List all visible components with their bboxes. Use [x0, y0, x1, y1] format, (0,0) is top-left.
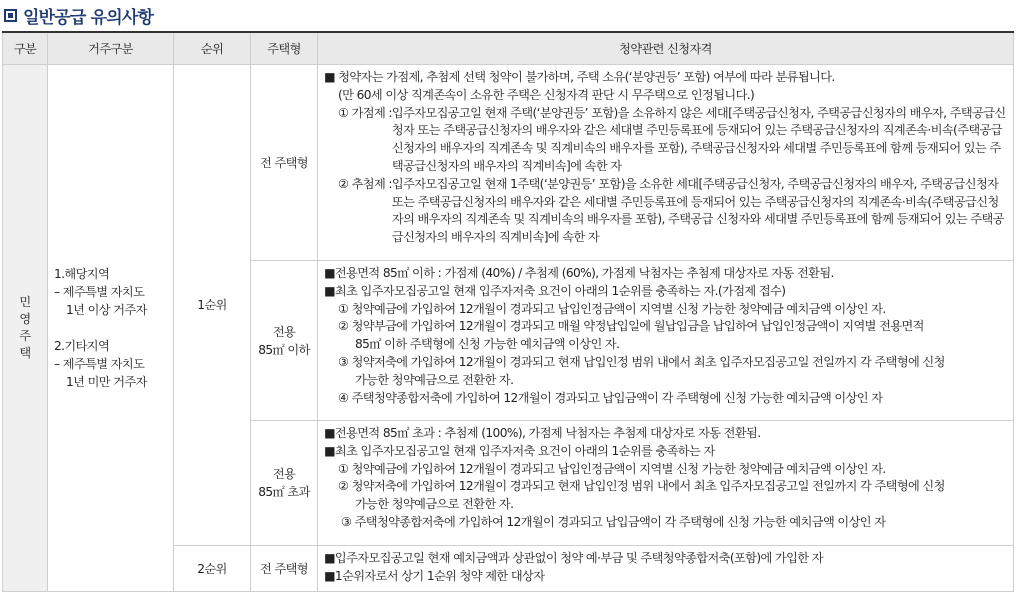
section-title-text: 일반공급 유의사항	[23, 7, 154, 28]
header-housing-type: 주택형	[251, 32, 318, 65]
rank1-cell: 1순위	[174, 65, 251, 546]
section-title	[4, 3, 153, 27]
qualification-small-cell: ■전용면적 85㎡ 이하 : 가점제 (40%) / 추첨제 (60%), 가점제 낙첨자는 추첨제 대상자로 자동 전환됨. ■최초 입주자모집공고일 현재 입주자저축 요건이 아래의 1순위를 충족하는 자.(가점제 접수) ① 청약예금에 가입하여 12개월이 경과되고 납입인정금액이 지역별 신청 가능한 청약예금 예치금액 이상인 자. ② 청약부금에 가입하여 12개월이 경과되고 매월 약정납입일에 월납입금을 납입하여 납입인정금액이 지역별 전용면적 85㎡ 이하 주택형에 신청 가능한 예치금액 이상인 자. ③ 청약저축에 가입하여 12개월이 경과되고 현재 납입인정 범위 내에서 최초 입주자모집공고일 전일까지 각 주택형에 신청 가능한 청약예금으로 전환한 자. ④ 주택청약종합저축에 가입하여 12개월이 경과되고 납입금액이 각 주택형에 신청 가능한 예치금액 이상인 자	[318, 261, 1014, 421]
table-row	[3, 65, 1014, 261]
point-system-item: ① 가점제 : 입주자모집공고일 현재 주택(‘분양권등’ 포함)을 소유하지 않은 세대[주택공급신청자, 주택공급신청자의 배우자, 주택공급신청자 또는 주택공급신청자의 배우자와 같은 세대별 주민등록표에 등재되어 있는 주택공급신청자의 직계존속·비속(주택공급신청자의 배우자의 직계존속 및 직계비속의 배우자를 포함), 주택공급신청자와 세대별 주민등록표에 함께 등재되어 있는 주택공급신청자의 배우자의 직계비속]에 속한 자	[338, 105, 1006, 173]
category-cell: 민 영 주 택	[3, 65, 48, 592]
residence-cell: 1.해당지역 – 제주특별 자치도 1년 이상 거주자 2.기타지역 – 제주특별 자치도 1년 미만 거주자	[48, 65, 174, 592]
eligibility-table	[2, 31, 1014, 592]
type-rank2-cell: 전 주택형	[251, 546, 318, 592]
table-header-row	[3, 32, 1014, 65]
qualification-large-cell: ■전용면적 85㎡ 초과 : 추첨제 (100%), 가점제 낙첨자는 추첨제 대상자로 자동 전환됨. ■최초 입주자모집공고일 현재 입주자저축 요건이 아래의 1순위를 충족하는 자 ① 청약예금에 가입하여 12개월이 경과되고 납입인정금액이 지역별 신청 가능한 청약예금 예치금액 이상인 자. ② 청약저축에 가입하여 12개월이 경과되고 현재 납입인정 범위 내에서 최초 입주자모집공고일 전일까지 각 주택형에 신청 가능한 청약예금으로 전환한 자. ③ 주택청약종합저축에 가입하여 12개월이 경과되고 납입금액이 각 주택형에 신청 가능한 예치금액 이상인 자	[318, 421, 1014, 546]
square-bullet-icon	[4, 9, 17, 22]
rank2-cell: 2순위	[174, 546, 251, 592]
qualification-rank2-cell: ■입주자모집공고일 현재 예치금액과 상관없이 청약 예·부금 및 주택청약종합저축(포함)에 가입한 자 ■1순위자로서 상기 1순위 청약 제한 대상자	[318, 546, 1014, 592]
header-qualification: 청약관련 신청자격	[318, 32, 1014, 65]
type-all-cell: 전 주택형	[251, 65, 318, 261]
lottery-system-item: ② 추첨제 : 입주자모집공고일 현재 1주택(‘분양권등’ 포함)을 소유한 세대[주택공급신청자, 주택공급신청자의 배우자, 주택공급신청자 또는 주택공급신청자의 배우자와 같은 세대별 주민등록표에 등재되어 있는 주택공급신청자의 직계존속·비속(주택공급신청자의 배우자의 직계존속 및 직계비속의 배우자를 포함), 주택공급 신청자와 세대별 주민등록표에 함께 등재되어 있는 주택공급신청자의 배우자의 직계비속]에 속한 자	[338, 176, 1004, 245]
type-large-cell: 전용 85㎡ 초과	[251, 421, 318, 546]
header-rank: 순위	[174, 32, 251, 65]
header-category: 구분	[3, 32, 48, 65]
type-small-cell: 전용 85㎡ 이하	[251, 261, 318, 421]
qualification-all-cell: ■ 청약자는 가점제, 추첨제 선택 청약이 불가하며, 주택 소유(‘분양권등’ 포함) 여부에 따라 분류됩니다. (만 60세 이상 직계존속이 소유한 주택은 신청자격 판단 시 무주택으로 인정됩니다.) ① 가점제 : 입주자모집공고일 현재 주택(‘분양권등’ 포함)을 소유하지 않은 세대[주택공급신청자, 주택공급신청자의 배우자, 주택공급신청자 또는 주택공급신청자의 배우자와 같은 세대별 주민등록표에 등재되어 있는 주택공급신청자의 직계존속·비속(주택공급신청자의 배우자의 직계존속 및 직계비속의 배우자를 포함), 주택공급신청자와 세대별 주민등록표에 함께 등재되어 있는 주택공급신청자의 배우자의 직계비속]에 속한 자 ② 추첨제 : 입주자모집공고일 현재 1주택(‘분양권등’ 포함)을 소유한 세대[주택공급신청자, 주택공급신청자의 배우자, 주택공급신청자 또는 주택공급신청자의 배우자와 같은 세대별 주민등록표에 등재되어 있는 주택공급신청자의 직계존속·비속(주택공급신청자의 배우자의 직계존속 및 직계비속의 배우자를 포함), 주택공급 신청자와 세대별 주민등록표에 함께 등재되어 있는 주택공급신청자의 배우자의 직계비속]에 속한 자	[318, 65, 1014, 261]
header-residence: 거주구분	[48, 32, 174, 65]
